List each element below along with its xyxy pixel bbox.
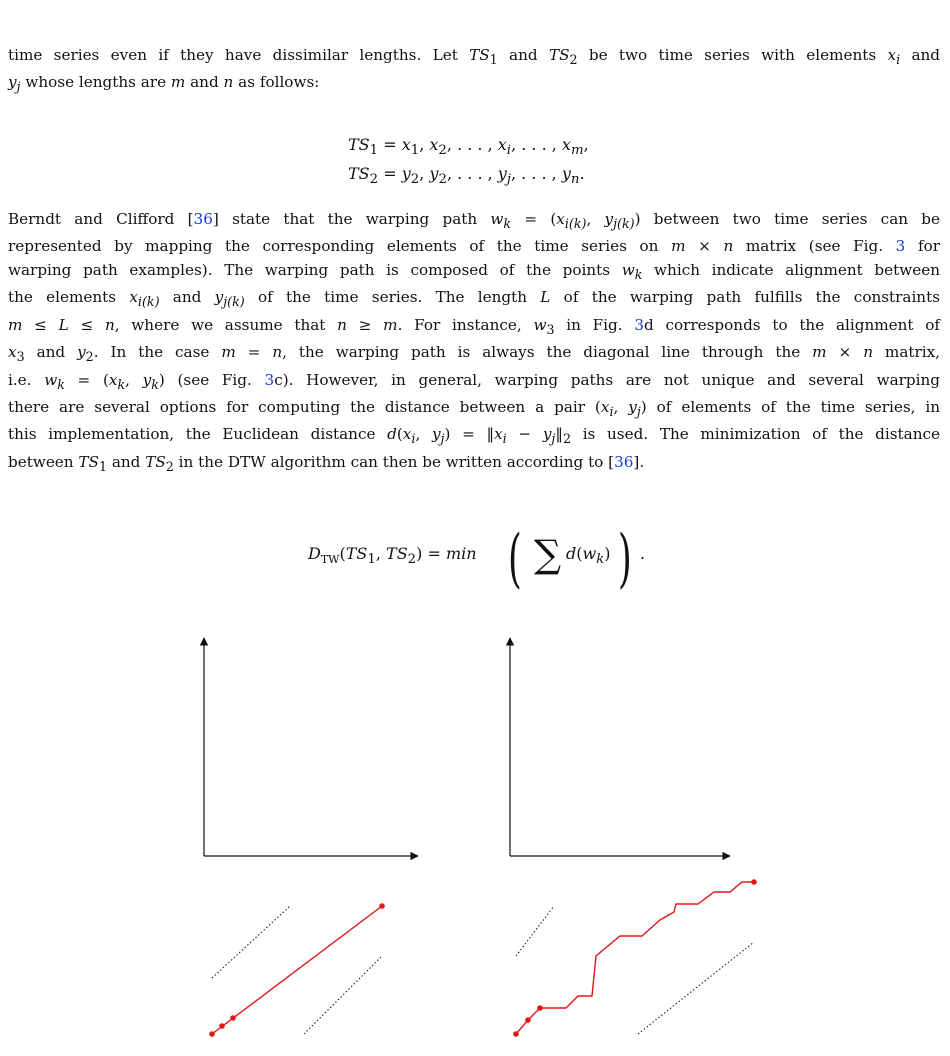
warping-figure [8,616,942,1056]
panel-b [510,638,730,856]
dtw-line-6: $x_3$ and $y_2$. In the case m = n, the warping path is always the diagonal line through the m × n matrix, [8,343,940,365]
panel-d-point-w1 [513,1031,519,1037]
series-equation-1: $TS_1 = x_1$, $x_2$, . . . , $x_i$, . . . , $x_m$, [348,135,589,159]
intro-line-3: $y_j$ whose lengths are m and n as follows: [8,73,320,95]
dtw-line-3: warping path examples). The warping path is composed of the points $w_k$ which indicate alignment between [8,260,940,282]
panel-c-lower-band [304,956,382,1034]
citation-36[interactable]: 36 [193,210,213,228]
panel-c-upper-band [212,906,290,978]
fig-ref-3[interactable]: 3 [895,237,906,256]
series-equation-2: $TS_2 = y_2$, $y_2$, . . . , $y_j$, . . . , $y_n$. [348,164,585,188]
panel-c-point-w3 [230,1015,236,1021]
panel-c-point-w1 [209,1031,215,1037]
dtw-line-10: there are several options for computing the distance between a pair ($x_i$, $y_j$) of elements of the time series, in [8,398,941,420]
panel-c-point-w2 [219,1023,225,1029]
panel-d-point-w3 [537,1005,543,1011]
panel-c-point-wk [379,903,385,909]
section-heading [8,4,30,29]
dtw-line-12: between $TS_1$ and $TS_2$ in the DTW algorithm can then be written according to [36]. [8,452,645,474]
panel-d [513,879,757,1037]
panel-c-warping-path [212,906,382,1034]
dtw-line-4: the elements $x_{i(k)}$ and $y_{j(k)}$ of the time series. The length L of the warping path fulfills the constraints [8,288,940,310]
dtw-line-11: this implementation, the Euclidean distance $d(x_i$, $y_j$) = $‖x_i$ − $y_j‖_2$ is used. The minimization of the distance [8,425,940,447]
panel-d-warping-path [516,882,754,1034]
fig-ref-3d[interactable]: 3 [634,315,645,334]
citation-36b[interactable]: 36 [614,452,634,471]
dtw-paragraph [8,208,940,478]
dtw-equation: $D_{TW}(TS_1$, $TS_2) = \min$ ( ∑ $d(w_k)$ ) . [308,522,646,596]
panel-a [204,638,418,856]
panel-c [209,903,385,1037]
dtw-line-7: i.e. $w_k = (x_k$, $y_k$) (see Fig. 3c). However, in general, warping paths are not unique and several warping [8,370,940,392]
panel-d-point-w2 [525,1017,531,1023]
dtw-line-2: represented by mapping the corresponding elements of the time series on m × n matrix (see Fig. 3 for [8,237,940,256]
dtw-line-5: m ≤ L ≤ n, where we assume that n ≥ m. For instance, $w_3$ in Fig. 3d corresponds to the alignment of [8,315,941,337]
panel-d-point-wk [751,879,757,885]
fig-ref-3c[interactable]: 3 [264,370,275,389]
intro-line-2: time series even if they have dissimilar lengths. Let $TS_1$ and $TS_2$ be two time series with elements $x_i$ and [8,46,941,68]
intro-paragraph [8,44,940,99]
panel-d-upper-band [516,906,554,956]
dtw-line-1: Berndt and Clifford [36] state that the warping path $w_k = (x_{i(k)}$, $y_{j(k)}$) between two time series can be [8,210,940,232]
panel-d-lower-band [638,942,754,1034]
